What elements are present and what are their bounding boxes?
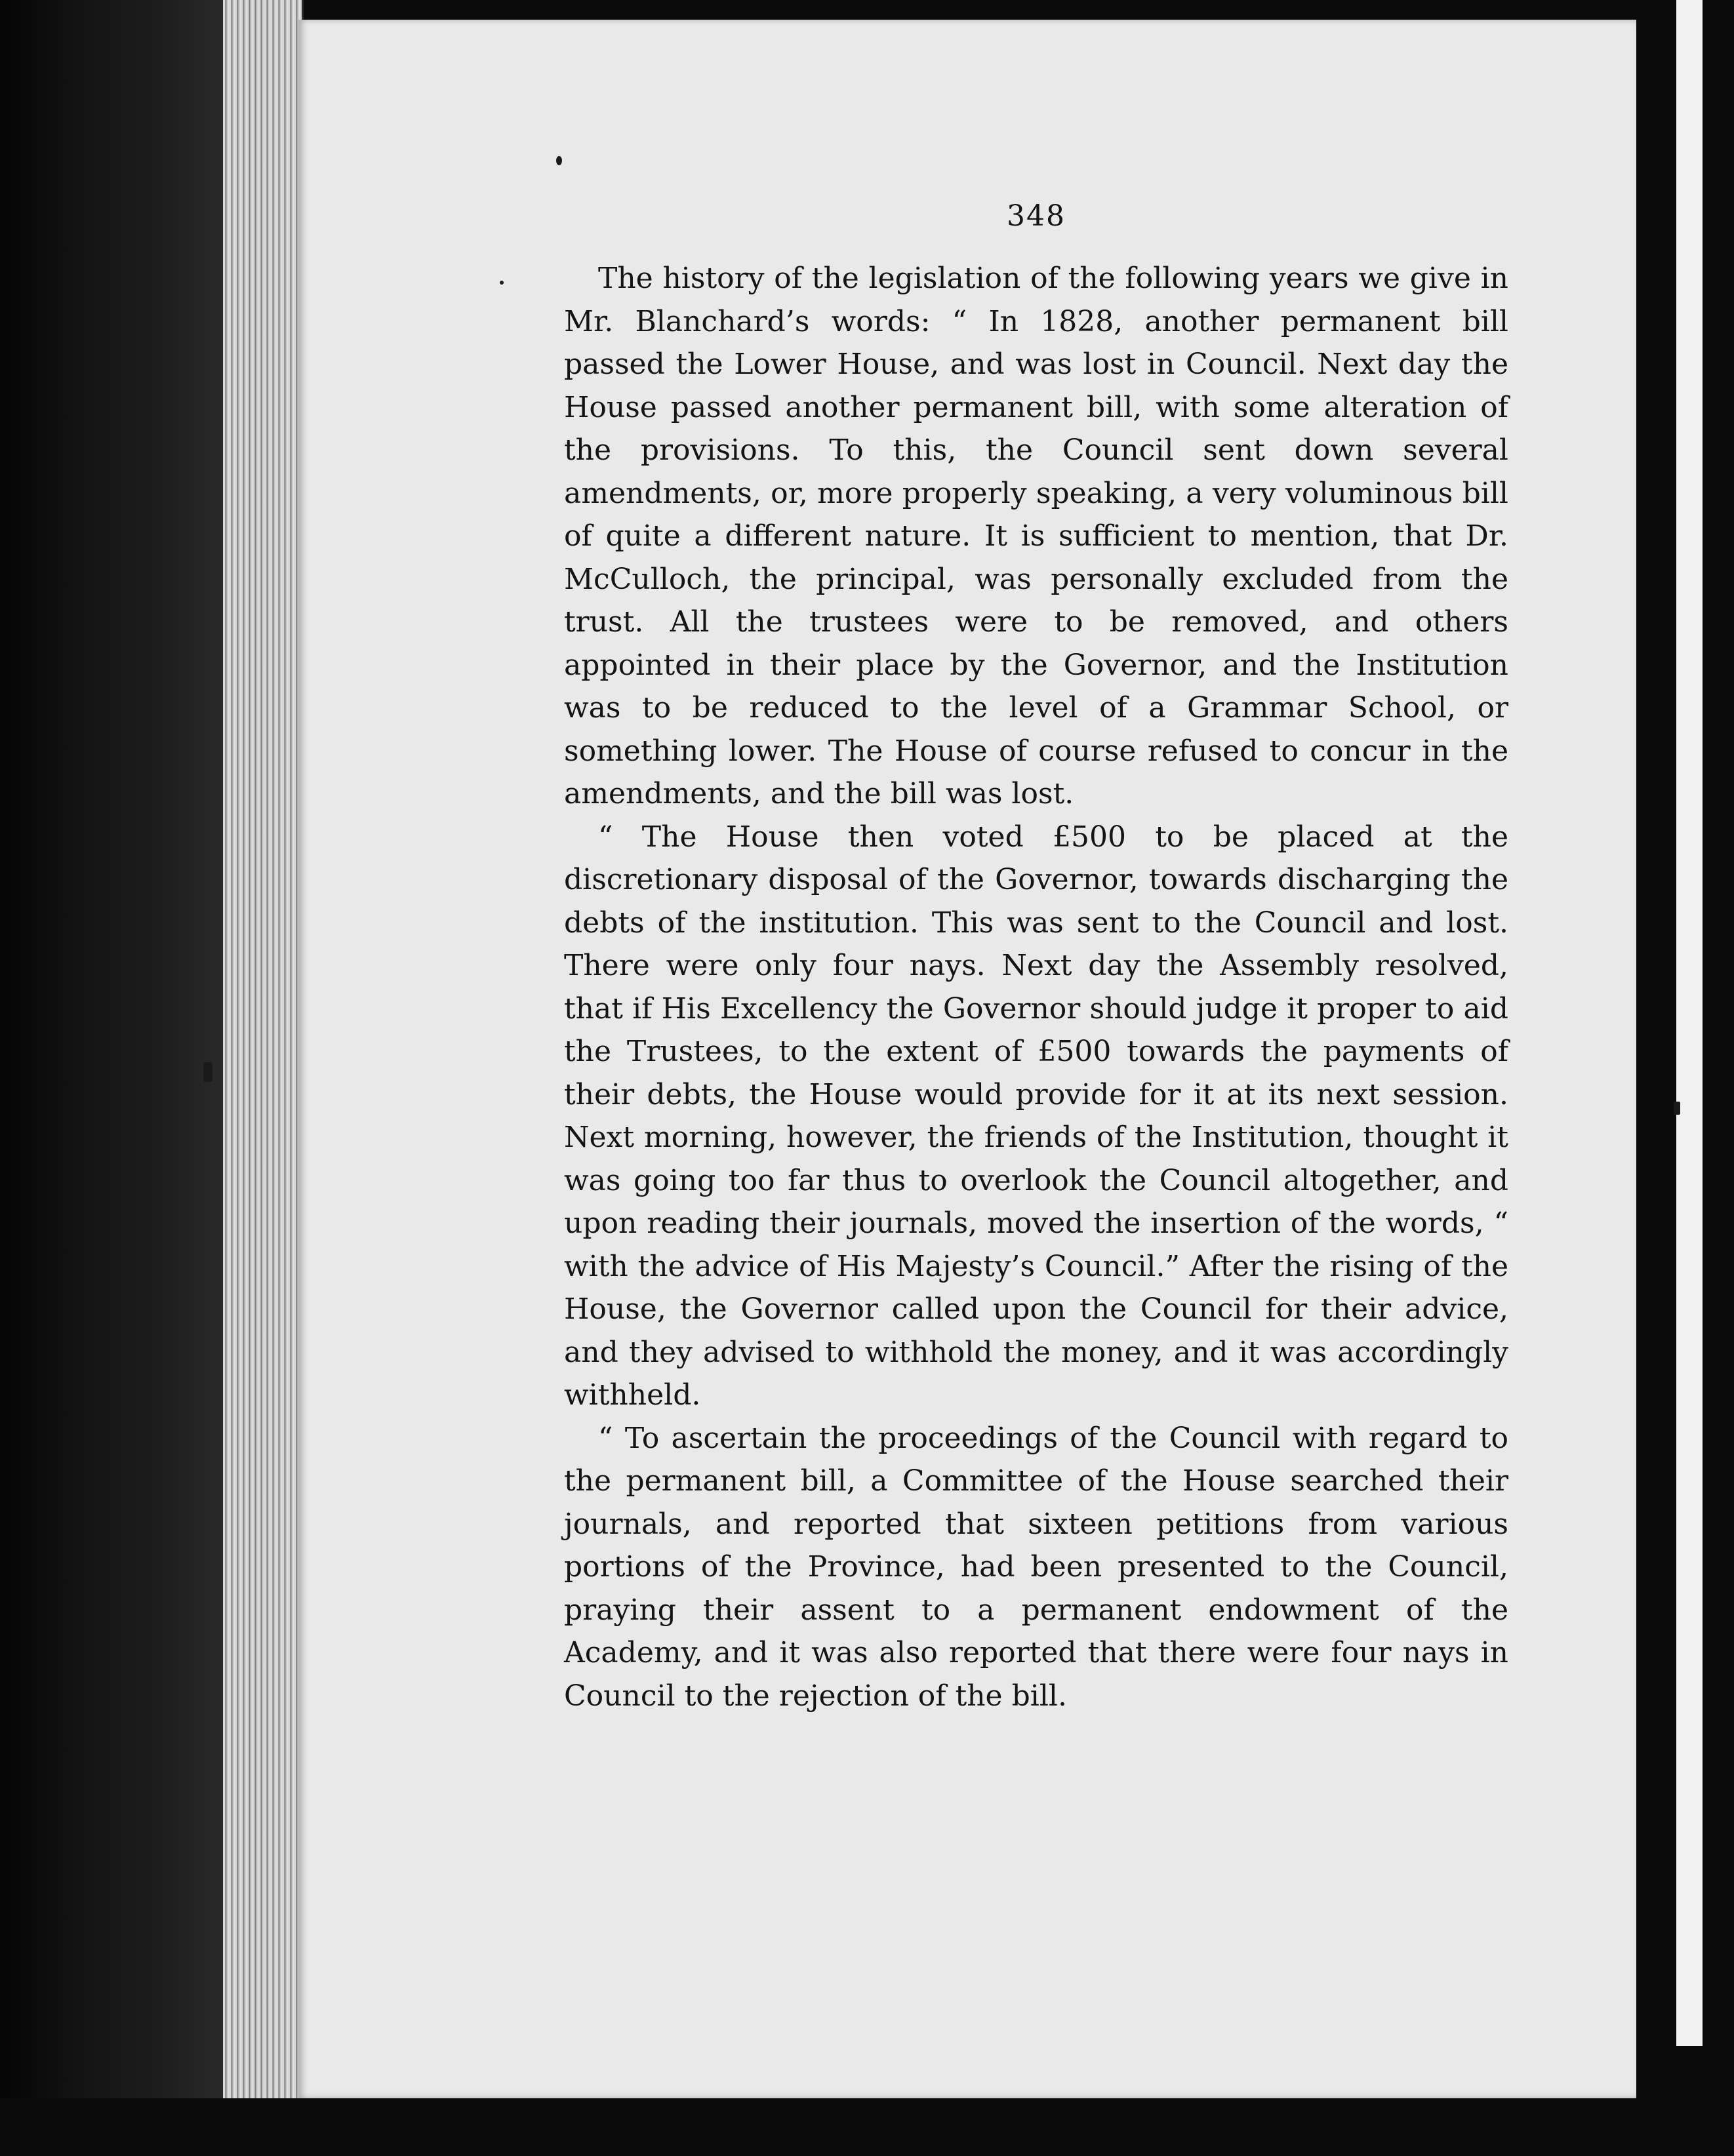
next-page-edge bbox=[1676, 0, 1703, 2046]
bottom-margin-dark bbox=[0, 2098, 1734, 2156]
page-edges bbox=[223, 0, 304, 2105]
paragraph-1: The history of the legislation of the following years we give in Mr. Blanchard’s words: “ In 1828, another permanent bill passed the Lower House, and was lost in Council. Next day the House passed another permanent bill, with some alteration of the provisions. To this, the Council sent down several amendments, or, more properly speaking, a very voluminous bill of quite a different nature. It is sufficient to mention, that Dr. McCulloch, the principal, was personally excluded from the trust. All the trustees were to be removed, and others appointed in their place by the Governor, and the Institution was to be reduced to the level of a Grammar School, or something lower. The House of course refused to concur in the amendments, and the bill was lost. bbox=[564, 262, 1508, 810]
page-text bbox=[564, 197, 1508, 1717]
scan-speck bbox=[556, 156, 562, 165]
paragraph-2: “ The House then voted £500 to be placed at the discretionary disposal of the Governor, towards discharging the debts of the institution. This was sent to the Council and lost. There were only four nays. Next day the Assembly resolved, that if His Excellency the Governor should judge it proper to aid the Trustees, to the extent of £500 towards the payments of their debts, the House would provide for it at its next session. Next morning, however, the friends of the Institution, thought it was going too far thus to overlook the Council altogether, and upon reading their journals, moved the insertion of the words, “ with the advice of His Majesty’s Council.” After the rising of the House, the Governor called upon the Council for their advice, and they advised to withhold the money, and it was accordingly withheld. bbox=[564, 820, 1508, 1412]
page-number: 348 bbox=[1007, 199, 1066, 233]
book-gutter bbox=[0, 0, 223, 2156]
scan-speck bbox=[203, 1062, 212, 1082]
scan-speck bbox=[1674, 1102, 1680, 1115]
paragraph-3: “ To ascertain the proceedings of the Council with regard to the permanent bill, a Committee of the House searched their journals, and reported that sixteen petitions from various portions of the Province, had been presented to the Council, praying their assent to a permanent endowment of the Academy, and it was also reported that there were four nays in Council to the rejection of the bill. bbox=[564, 1421, 1508, 1713]
scan-speck bbox=[500, 281, 504, 285]
